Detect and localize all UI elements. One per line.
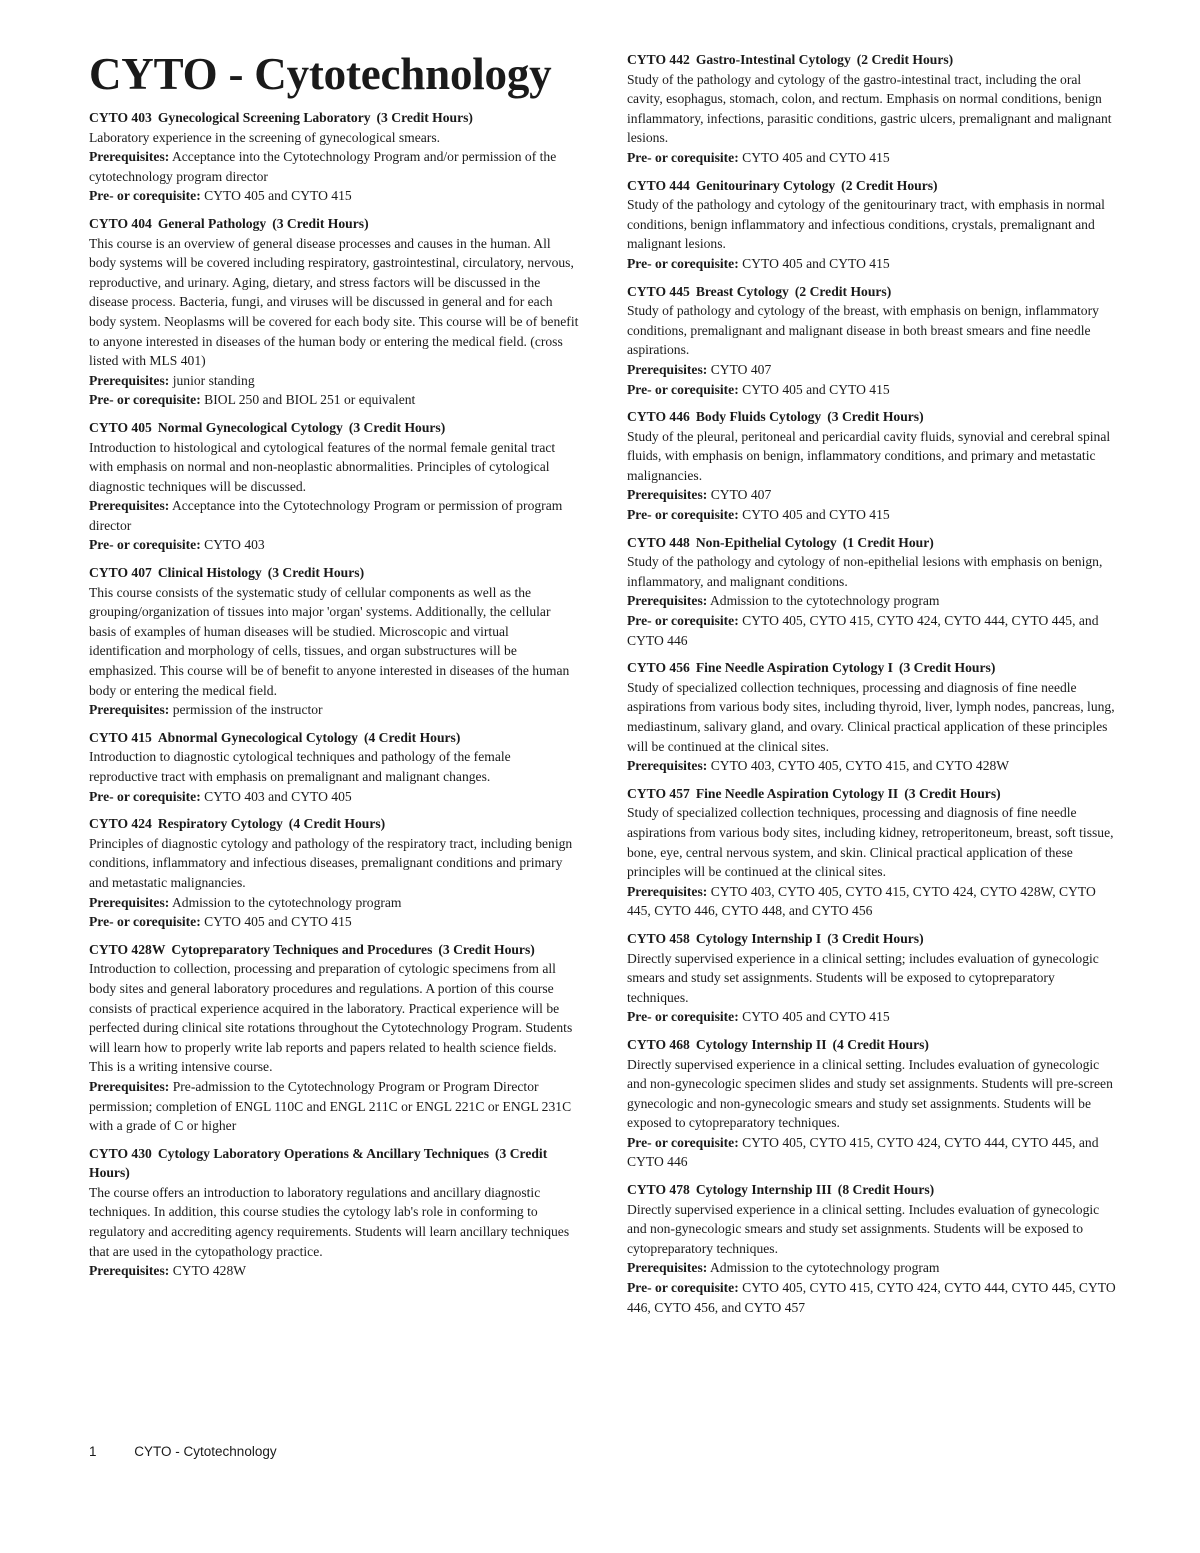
requirement-text: CYTO 405 and CYTO 415 bbox=[742, 255, 890, 271]
requirement-text: BIOL 250 and BIOL 251 or equivalent bbox=[204, 392, 416, 408]
course-name: Cytology Internship II bbox=[695, 1036, 827, 1052]
course-requirement bbox=[89, 1077, 579, 1136]
course-entry bbox=[89, 108, 579, 206]
course-name: Non-Epithelial Cytology bbox=[695, 534, 837, 550]
course-hours: (4 Credit Hours) bbox=[288, 816, 386, 832]
course-heading bbox=[627, 407, 1119, 427]
course-hours: (3 Credit Hours) bbox=[272, 215, 369, 231]
requirement-text: CYTO 407 bbox=[710, 487, 772, 503]
course-description: Study of specialized collection techniques, processing and diagnosis of fine needle aspirations from various body sites, including thyroid, liver, lymph nodes, pancreas, lung, mediastinum, salivary gland, and ovary. Clinical practical application of these principles will be continued at the clinical sites. bbox=[627, 679, 1115, 754]
course-description: This course is an overview of general disease processes and causes in the human. All body systems will be covered including respiratory, gastrointestinal, circulatory, nervous, reproductive, and urinary. Aging, dietary, and stress factors will be discussed in the disease process. Bacteria, fungi, and viruses will be discussed in general and for each body system. Neoplasms will be covered for each body site. This course will be of benefit to anyone interested in diseases of the human body or entering the medical field. (cross listed with MLS 401) bbox=[89, 235, 579, 369]
requirement-text: CYTO 405 and CYTO 415 bbox=[204, 914, 352, 930]
course-entry bbox=[89, 1144, 579, 1281]
course-name: Cytology Laboratory Operations & Ancillary Techniques bbox=[157, 1145, 490, 1161]
course-heading bbox=[627, 658, 1119, 678]
course-requirement bbox=[89, 1261, 579, 1281]
requirement-text: permission of the instructor bbox=[172, 702, 323, 718]
course-code: CYTO 407 bbox=[89, 565, 152, 581]
course-hours: (3 Credit Hours) bbox=[898, 660, 996, 676]
requirement-label: Pre- or corequisite: bbox=[627, 507, 739, 523]
course-hours: (3 Credit Hours) bbox=[348, 419, 446, 435]
course-requirement bbox=[627, 1007, 1119, 1027]
course-description: Introduction to diagnostic cytological techniques and pathology of the female reproductive tract with emphasis on premalignant and malignant changes. bbox=[89, 749, 511, 784]
requirement-label: Prerequisites: bbox=[89, 498, 170, 514]
requirement-label: Pre- or corequisite: bbox=[627, 255, 739, 271]
course-name: Cytology Internship I bbox=[695, 930, 822, 946]
requirement-text: CYTO 405 and CYTO 415 bbox=[742, 507, 890, 523]
course-heading bbox=[89, 814, 579, 834]
requirement-label: Prerequisites: bbox=[89, 702, 170, 718]
course-description: Directly supervised experience in a clinical setting. Includes evaluation of gynecologic and non-gynecologic specimen slides and study set assignments. Students will pre-screen gynecologic and non-gynecologic smears and study set assignments. Students will be exposed to cytopreparatory techniques. bbox=[627, 1056, 1113, 1131]
course-entry bbox=[89, 418, 579, 555]
course-code: CYTO 415 bbox=[89, 729, 152, 745]
requirement-text: CYTO 405 and CYTO 415 bbox=[742, 149, 890, 165]
course-heading bbox=[627, 784, 1119, 804]
course-hours: (1 Credit Hour) bbox=[842, 534, 934, 550]
course-heading bbox=[89, 214, 579, 234]
course-heading bbox=[627, 50, 1119, 70]
course-name: Genitourinary Cytology bbox=[695, 177, 836, 193]
course-code: CYTO 403 bbox=[89, 110, 152, 125]
course-entry bbox=[89, 814, 579, 932]
course-code: CYTO 445 bbox=[627, 283, 690, 299]
course-hours: (3 Credit Hours) bbox=[827, 930, 924, 946]
course-requirement bbox=[89, 390, 579, 410]
course-hours: (8 Credit Hours) bbox=[837, 1182, 935, 1198]
course-name: Gynecological Screening Laboratory bbox=[157, 110, 371, 125]
course-name: Clinical Histology bbox=[157, 565, 262, 581]
course-heading bbox=[627, 1035, 1119, 1055]
right-column bbox=[627, 50, 1119, 1325]
course-hours: (3 Credit Hours) bbox=[89, 1145, 548, 1181]
course-requirement bbox=[627, 1133, 1119, 1172]
course-description: Directly supervised experience in a clinical setting; includes evaluation of gynecologic smears and study set assignments. Students will be exposed to cytopreparatory techniques. bbox=[627, 950, 1099, 1005]
requirement-label: Prerequisites: bbox=[627, 593, 708, 609]
course-entry bbox=[89, 940, 579, 1136]
course-description: Principles of diagnostic cytology and pathology of the respiratory tract, including benign conditions, inflammatory and infectious diseases, premalignant conditions and primary and metastatic malignancies. bbox=[89, 835, 573, 890]
requirement-text: CYTO 405, CYTO 415, CYTO 424, CYTO 444, CYTO 445, and CYTO 446 bbox=[627, 613, 1099, 648]
page-footer bbox=[89, 1444, 277, 1459]
course-code: CYTO 458 bbox=[627, 930, 690, 946]
course-requirement bbox=[627, 1258, 1119, 1278]
course-requirement bbox=[89, 186, 579, 206]
course-hours: (2 Credit Hours) bbox=[794, 283, 892, 299]
page-title: CYTO - Cytotechnology bbox=[89, 49, 552, 99]
course-hours: (4 Credit Hours) bbox=[363, 729, 461, 745]
requirement-text: CYTO 405 and CYTO 415 bbox=[742, 381, 890, 397]
requirement-label: Prerequisites: bbox=[627, 883, 708, 899]
course-entry bbox=[89, 214, 579, 410]
course-requirement bbox=[89, 787, 579, 807]
course-description: Study of the pathology and cytology of non-epithelial lesions with emphasis on benign, inflammatory, and malignant conditions. bbox=[627, 554, 1103, 589]
course-name: Body Fluids Cytology bbox=[695, 409, 822, 425]
course-name: Gastro-Intestinal Cytology bbox=[695, 52, 851, 67]
requirement-text: CYTO 403, CYTO 405, CYTO 415, CYTO 424, CYTO 428W, CYTO 445, CYTO 446, CYTO 448, and CYTO 456 bbox=[627, 883, 1096, 919]
course-description: Directly supervised experience in a clinical setting. Includes evaluation of gynecologic and non-gynecologic smears and study set assignments. Students will be exposed to cytopreparatory techniques. bbox=[627, 1201, 1100, 1256]
course-name: Cytopreparatory Techniques and Procedures bbox=[171, 941, 433, 957]
course-code: CYTO 478 bbox=[627, 1182, 690, 1198]
requirement-label: Pre- or corequisite: bbox=[89, 914, 201, 930]
requirement-label: Prerequisites: bbox=[627, 487, 708, 503]
requirement-label: Prerequisites: bbox=[89, 149, 170, 165]
requirement-text: junior standing bbox=[172, 372, 255, 388]
course-entry bbox=[89, 563, 579, 720]
course-entry bbox=[627, 929, 1119, 1027]
course-requirement bbox=[627, 882, 1119, 921]
course-requirement bbox=[627, 756, 1119, 776]
requirement-label: Prerequisites: bbox=[627, 758, 708, 774]
course-hours: (3 Credit Hours) bbox=[438, 941, 535, 957]
requirement-label: Pre- or corequisite: bbox=[627, 1134, 739, 1150]
course-requirement bbox=[627, 254, 1119, 274]
course-description: Study of specialized collection techniques, processing and diagnosis of fine needle aspirations from various body sites, including kidney, retroperitoneum, breast, soft tissue, bone, eye, central nervous system, and skin. Clinical practical application of these principles will be continued at the clinical sites. bbox=[627, 805, 1114, 880]
course-code: CYTO 446 bbox=[627, 409, 690, 425]
course-description: Laboratory experience in the screening of gynecological smears. bbox=[89, 129, 441, 145]
course-requirement bbox=[627, 485, 1119, 505]
course-heading bbox=[89, 418, 579, 438]
footer-section-title: CYTO - Cytotechnology bbox=[134, 1444, 277, 1459]
course-hours: (3 Credit Hours) bbox=[904, 785, 1001, 801]
course-heading bbox=[627, 176, 1119, 196]
requirement-label: Prerequisites: bbox=[89, 372, 170, 388]
course-heading bbox=[89, 563, 579, 583]
course-name: General Pathology bbox=[157, 215, 267, 231]
course-code: CYTO 442 bbox=[627, 52, 690, 67]
requirement-text: CYTO 405 and CYTO 415 bbox=[742, 1009, 890, 1025]
course-requirement bbox=[627, 611, 1119, 650]
requirement-text: Admission to the cytotechnology program bbox=[171, 894, 402, 910]
course-entry bbox=[627, 407, 1119, 525]
course-hours: (3 Credit Hours) bbox=[376, 110, 473, 125]
course-code: CYTO 456 bbox=[627, 660, 690, 676]
requirement-label: Pre- or corequisite: bbox=[627, 613, 739, 629]
course-heading bbox=[627, 1180, 1119, 1200]
course-requirement bbox=[627, 505, 1119, 525]
course-description: Introduction to histological and cytological features of the normal female genital tract with emphasis on normal and non-neoplastic abnormalities. Principles of cytological diagnostic techniques will be discussed. bbox=[89, 439, 556, 494]
course-requirement bbox=[89, 371, 579, 391]
requirement-label: Pre- or corequisite: bbox=[89, 392, 201, 408]
requirement-label: Prerequisites: bbox=[627, 1260, 708, 1276]
requirement-label: Pre- or corequisite: bbox=[627, 149, 739, 165]
course-entry bbox=[627, 282, 1119, 400]
requirement-text: Acceptance into the Cytotechnology Program and/or permission of the cytotechnology program director bbox=[89, 149, 557, 184]
left-column bbox=[89, 50, 579, 1289]
requirement-text: Admission to the cytotechnology program bbox=[709, 1260, 940, 1276]
course-description: Study of the pleural, peritoneal and pericardial cavity fluids, synovial and cerebral spinal fluids, with emphasis on benign, inflammatory conditions, and primary and metastatic malignancies. bbox=[627, 428, 1111, 483]
course-name: Respiratory Cytology bbox=[157, 816, 283, 832]
requirement-text: CYTO 403 bbox=[204, 537, 265, 553]
course-entry bbox=[627, 1035, 1119, 1172]
course-heading bbox=[89, 1144, 579, 1183]
course-requirement bbox=[627, 1278, 1119, 1317]
course-requirement bbox=[89, 893, 579, 913]
course-requirement bbox=[89, 912, 579, 932]
page-number: 1 bbox=[89, 1444, 97, 1459]
course-code: CYTO 405 bbox=[89, 419, 152, 435]
course-hours: (4 Credit Hours) bbox=[832, 1036, 929, 1052]
course-hours: (3 Credit Hours) bbox=[267, 565, 365, 581]
course-description: Introduction to collection, processing and preparation of cytologic specimens from all body sites and general laboratory procedures and regulations. A portion of this course consists of practical experience acquired in the laboratory. Practical experience will be perfected during clinical site rotations throughout the Cytotechnology Program. Students will learn how to properly write lab reports and papers related to health science fields. This is a writing intensive course. bbox=[89, 961, 573, 1075]
course-requirement bbox=[89, 700, 579, 720]
course-requirement bbox=[627, 380, 1119, 400]
course-description: The course offers an introduction to laboratory regulations and ancillary diagnostic techniques. In addition, this course studies the cytology lab's role in conforming to regulatory and accrediting agency requirements. Students will learn ancillary techniques that are used in the cytopathology practice. bbox=[89, 1184, 570, 1259]
course-code: CYTO 430 bbox=[89, 1145, 152, 1161]
course-code: CYTO 428W bbox=[89, 941, 166, 957]
course-name: Breast Cytology bbox=[695, 283, 789, 299]
course-requirement bbox=[89, 535, 579, 555]
course-name: Normal Gynecological Cytology bbox=[157, 419, 343, 435]
course-heading bbox=[627, 282, 1119, 302]
requirement-label: Pre- or corequisite: bbox=[627, 381, 739, 397]
course-requirement bbox=[627, 148, 1119, 168]
requirement-text: Acceptance into the Cytotechnology Program or permission of program director bbox=[89, 498, 563, 533]
course-description: Study of pathology and cytology of the breast, with emphasis on benign, inflammatory conditions, premalignant and malignant disease in both breast smears and fine needle aspirations. bbox=[627, 303, 1099, 358]
course-requirement bbox=[89, 147, 579, 186]
course-hours: (2 Credit Hours) bbox=[841, 177, 938, 193]
course-description: This course consists of the systematic study of cellular components as well as the grouping/organization of tissues into major 'organ' systems. Additionally, the cellular basis of examples of human diseases will be studied. Microscopic and virtual identification and morphology of cells, tissues, and organ substructures will be emphasized. This course will be of benefit to anyone interested in diseases of the human body or entering the medical field. bbox=[89, 584, 570, 698]
course-requirement bbox=[627, 591, 1119, 611]
course-entry bbox=[627, 784, 1119, 921]
course-requirement bbox=[89, 496, 579, 535]
course-code: CYTO 424 bbox=[89, 816, 152, 832]
course-entry bbox=[627, 1180, 1119, 1317]
course-entry bbox=[627, 533, 1119, 651]
course-description: Study of the pathology and cytology of the gastro-intestinal tract, including the oral cavity, esophagus, stomach, colon, and rectum. Emphasis on normal conditions, benign inflammatory, infections, parasitic conditions, gastric ulcers, premalignant and malignant lesions. bbox=[627, 71, 1112, 146]
course-entry bbox=[627, 176, 1119, 274]
requirement-text: CYTO 405, CYTO 415, CYTO 424, CYTO 444, CYTO 445, CYTO 446, CYTO 456, and CYTO 457 bbox=[627, 1280, 1116, 1315]
requirement-label: Pre- or corequisite: bbox=[89, 788, 201, 804]
course-name: Fine Needle Aspiration Cytology II bbox=[695, 785, 899, 801]
requirement-label: Prerequisites: bbox=[89, 1078, 170, 1094]
course-requirement bbox=[627, 360, 1119, 380]
requirement-label: Prerequisites: bbox=[89, 894, 170, 910]
course-hours: (2 Credit Hours) bbox=[856, 52, 954, 67]
requirement-text: Admission to the cytotechnology program bbox=[709, 593, 940, 609]
requirement-text: CYTO 403, CYTO 405, CYTO 415, and CYTO 428W bbox=[710, 758, 1010, 774]
requirement-label: Prerequisites: bbox=[627, 361, 708, 377]
course-code: CYTO 404 bbox=[89, 215, 152, 231]
course-entry bbox=[89, 728, 579, 806]
course-heading bbox=[627, 929, 1119, 949]
course-code: CYTO 444 bbox=[627, 177, 690, 193]
requirement-label: Pre- or corequisite: bbox=[627, 1009, 739, 1025]
requirement-label: Pre- or corequisite: bbox=[627, 1280, 739, 1296]
course-heading bbox=[89, 108, 579, 128]
course-name: Fine Needle Aspiration Cytology I bbox=[695, 660, 893, 676]
requirement-label: Pre- or corequisite: bbox=[89, 188, 201, 204]
course-description: Study of the pathology and cytology of the genitourinary tract, with emphasis in normal conditions, benign inflammatory and infectious conditions, crystals, premalignant and malignant lesions. bbox=[627, 197, 1105, 252]
requirement-text: CYTO 405 and CYTO 415 bbox=[204, 188, 352, 204]
course-hours: (3 Credit Hours) bbox=[827, 409, 924, 425]
requirement-label: Pre- or corequisite: bbox=[89, 537, 201, 553]
course-code: CYTO 468 bbox=[627, 1036, 690, 1052]
course-heading bbox=[89, 728, 579, 748]
course-name: Cytology Internship III bbox=[695, 1182, 832, 1198]
course-code: CYTO 448 bbox=[627, 534, 690, 550]
course-heading bbox=[89, 940, 579, 960]
requirement-label: Prerequisites: bbox=[89, 1263, 170, 1279]
requirement-text: Pre-admission to the Cytotechnology Program or Program Director permission; completion of ENGL 110C and ENGL 211C or ENGL 221C or ENGL 231C with a grade of C or higher bbox=[89, 1078, 572, 1134]
course-entry bbox=[627, 50, 1119, 168]
course-entry bbox=[627, 658, 1119, 776]
requirement-text: CYTO 428W bbox=[172, 1263, 247, 1279]
course-name: Abnormal Gynecological Cytology bbox=[157, 729, 358, 745]
requirement-text: CYTO 405, CYTO 415, CYTO 424, CYTO 444, CYTO 445, and CYTO 446 bbox=[627, 1134, 1099, 1170]
requirement-text: CYTO 407 bbox=[710, 361, 772, 377]
course-heading bbox=[627, 533, 1119, 553]
course-code: CYTO 457 bbox=[627, 785, 690, 801]
requirement-text: CYTO 403 and CYTO 405 bbox=[204, 788, 352, 804]
